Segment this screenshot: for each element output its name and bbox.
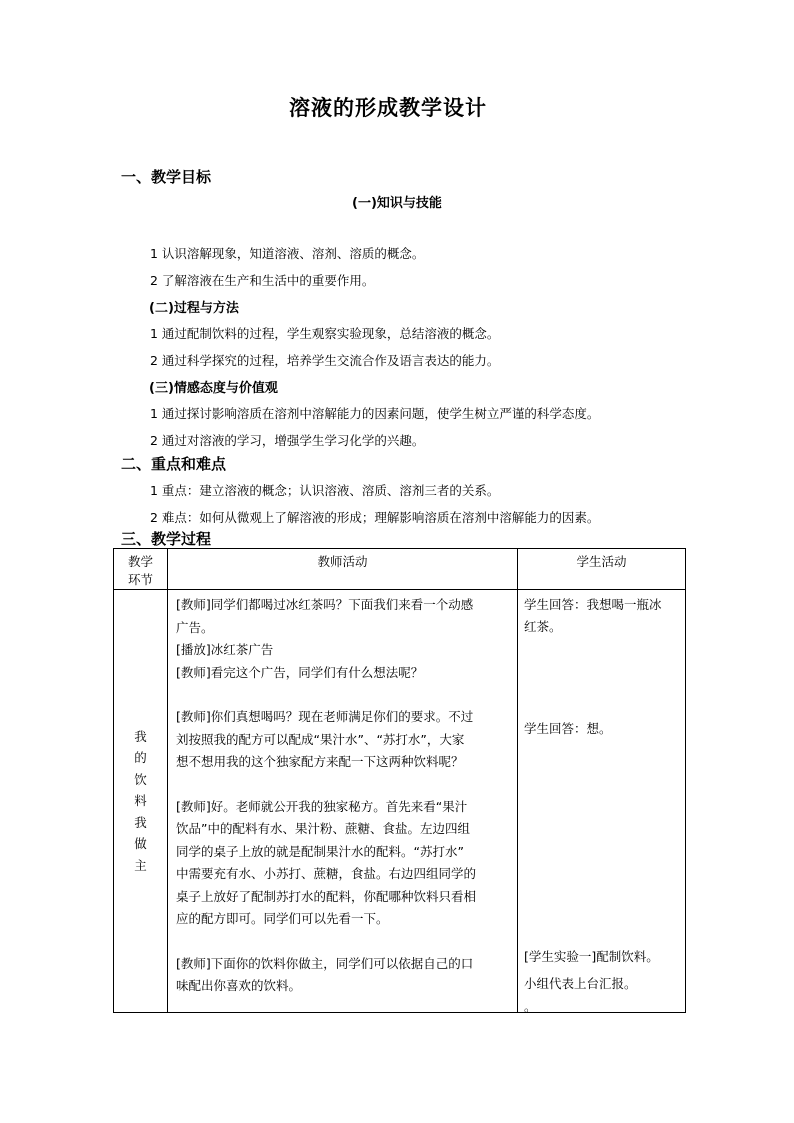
- table-header-row: [114, 549, 686, 590]
- section-1-heading: 一、教学目标: [121, 168, 212, 186]
- section-3-heading: 三、教学过程: [121, 530, 212, 548]
- teacher-line: 应的配方即可。同学们可以先看一下。: [176, 911, 389, 926]
- teacher-line: [教师]你们真想喝吗？现在老师满足你们的要求。不过: [176, 709, 474, 724]
- teacher-line: 中需要充有水、小苏打、蔗糖，食盐。右边四组同学的: [176, 866, 477, 881]
- stage-char: 我: [134, 814, 147, 830]
- subsection-3-heading: (三)情感态度与价值观: [149, 381, 278, 396]
- student-line: 学生回答：我想喝一瓶冰: [524, 597, 662, 612]
- objective-item: 2 通过科学探究的过程，培养学生交流合作及语言表达的能力。: [150, 353, 500, 368]
- subsection-1-heading: (一)知识与技能: [352, 196, 442, 211]
- stage-char: 饮: [134, 771, 147, 787]
- teacher-block: [176, 594, 509, 684]
- teacher-line: 广告。: [176, 619, 214, 635]
- stage-char: 主: [134, 857, 147, 873]
- teacher-line: [播放]冰红茶广告: [176, 642, 274, 657]
- teacher-line: 饮品”中的配料有水、果汁粉、蔗糖、食盐。左边四组: [176, 821, 470, 836]
- subsection-2-heading: (二)过程与方法: [149, 301, 239, 316]
- objective-item: 2 了解溶液在生产和生活中的重要作用。: [150, 273, 375, 288]
- table-row: [114, 590, 686, 1013]
- page-title: 溶液的形成教学设计: [289, 96, 487, 120]
- section-2-heading: 二、重点和难点: [121, 455, 227, 473]
- objective-item: 1 认识溶解现象，知道溶液、溶剂、溶质的概念。: [150, 246, 425, 261]
- teacher-line: 刘按照我的配方可以配成“果汁水”、“苏打水”，大家: [176, 731, 465, 747]
- teacher-block: [176, 706, 509, 774]
- teacher-activity-cell: [168, 590, 518, 1013]
- student-activity-cell: [518, 590, 686, 1013]
- teacher-line: [教师]下面你的饮料你做主，同学们可以依据自己的口: [176, 955, 474, 971]
- student-line: 学生回答：想。: [524, 721, 612, 736]
- teacher-line: [教师]好。老师就公开我的独家秘方。首先来看“果汁: [176, 798, 468, 814]
- student-line: [学生实验一]配制饮料。: [524, 949, 659, 964]
- stage-char: 做: [134, 836, 147, 852]
- objective-item: 1 通过探讨影响溶质在溶剂中溶解能力的因素问题，使学生树立严谨的科学态度。: [150, 406, 600, 421]
- stage-char: 的: [134, 750, 147, 766]
- student-line: 。: [524, 999, 537, 1014]
- stage-char: 我: [134, 728, 147, 744]
- teacher-line: [教师]看完这个广告，同学们有什么想法呢？: [176, 664, 424, 680]
- header-teacher: 教师活动: [168, 549, 518, 590]
- key-point-item: 1 重点：建立溶液的概念；认识溶液、溶质、溶剂三者的关系。: [150, 483, 500, 498]
- teacher-line: 味配出你喜欢的饮料。: [176, 978, 302, 993]
- teacher-line: 想不想用我的这个独家配方来配一下这两种饮料呢？: [176, 754, 464, 769]
- stage-char: 料: [134, 793, 147, 809]
- teacher-block: [176, 796, 509, 931]
- header-stage: [114, 549, 168, 590]
- objective-item: 1 通过配制饮料的过程，学生观察实验现象，总结溶液的概念。: [150, 326, 500, 341]
- teacher-line: [教师]同学们都喝过冰红茶吗？下面我们来看一个动感: [176, 597, 474, 612]
- teacher-line: 桌子上放好了配制苏打水的配料，你配哪种饮料只看相: [176, 888, 477, 904]
- stage-cell: [114, 590, 168, 1013]
- student-line: 红茶。: [524, 619, 562, 634]
- student-line: 小组代表上台汇报。: [524, 976, 637, 991]
- teacher-block: [176, 953, 509, 998]
- key-point-item: 2 难点：如何从微观上了解溶液的形成；理解影响溶质在溶剂中溶解能力的因素。: [150, 510, 600, 525]
- header-student: 学生活动: [518, 549, 686, 590]
- objective-item: 2 通过对溶液的学习，增强学生学习化学的兴趣。: [150, 433, 425, 448]
- header-stage-line2: 环节: [127, 572, 153, 587]
- header-stage-line1: 教学: [127, 554, 153, 569]
- teaching-process-table: [113, 548, 686, 1013]
- teacher-line: 同学的桌子上放的就是配制果汁水的配料。“苏打水”: [176, 843, 464, 859]
